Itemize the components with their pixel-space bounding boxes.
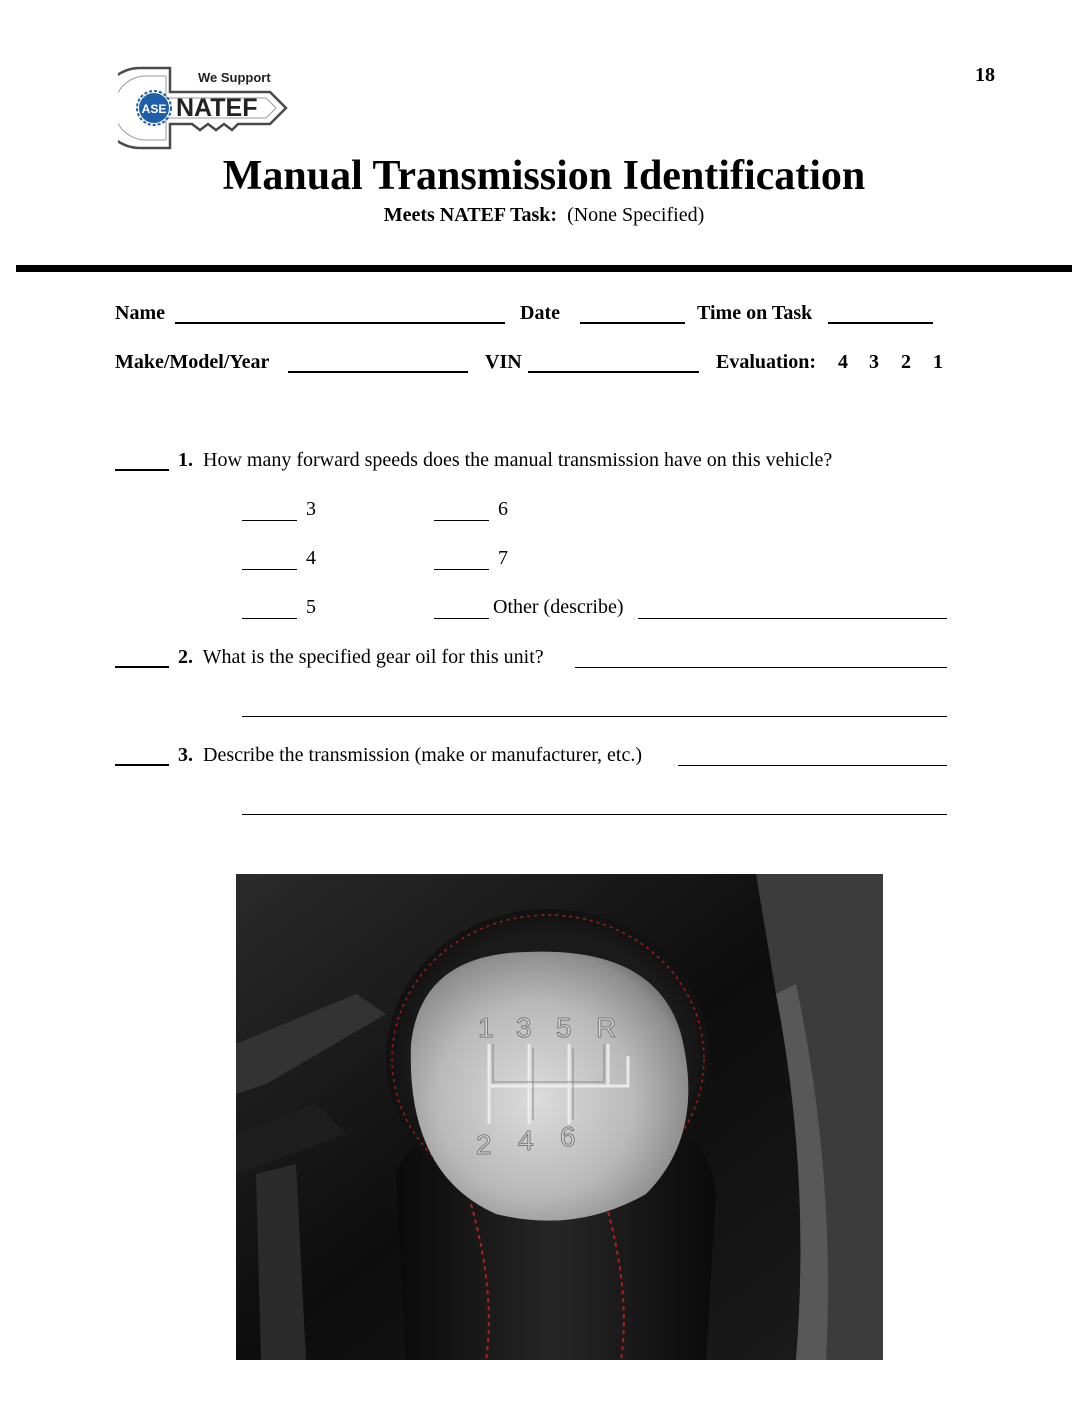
evaluation-label: Evaluation: [716, 351, 817, 373]
option-3-blank[interactable] [242, 520, 297, 521]
knob-label-2: 2 [476, 1129, 492, 1160]
page-title: Manual Transmission Identification [222, 153, 866, 199]
option-4-label: 4 [306, 547, 316, 569]
name-field[interactable] [175, 322, 505, 324]
gear-knob-illustration [236, 874, 883, 1360]
question-2-number: 2. [178, 646, 193, 668]
question-1-text: How many forward speeds does the manual transmission have on this vehicle? [203, 449, 833, 471]
q2-answer-field[interactable] [575, 667, 947, 668]
natef-task-value: (None Specified) [567, 204, 705, 226]
option-6-blank[interactable] [434, 520, 489, 521]
gear-shift-knob-photo [236, 874, 883, 1360]
question-3-number: 3. [178, 744, 193, 766]
evaluation-score-2[interactable]: 2 [901, 351, 911, 373]
option-5-blank[interactable] [242, 618, 297, 619]
knob-label-3: 3 [516, 1012, 532, 1043]
ase-badge-text: ASE [141, 102, 167, 116]
q3-answer-field[interactable] [678, 765, 947, 766]
natef-task-line [0, 204, 1088, 227]
make-model-year-label: Make/Model/Year [115, 351, 270, 373]
name-label: Name [115, 302, 165, 324]
option-other-description-field[interactable] [638, 618, 947, 619]
evaluation-score-1[interactable]: 1 [933, 351, 943, 373]
evaluation-score-4[interactable]: 4 [838, 351, 848, 373]
option-5-label: 5 [306, 596, 316, 618]
vin-field[interactable] [528, 371, 699, 373]
evaluation-score-3[interactable]: 3 [869, 351, 879, 373]
option-other-blank[interactable] [434, 618, 489, 619]
question-2 [178, 646, 544, 669]
option-7-blank[interactable] [434, 569, 489, 570]
q1-score-blank[interactable] [115, 469, 169, 471]
time-on-task-field[interactable] [828, 322, 933, 324]
question-1 [178, 449, 832, 472]
q2-score-blank[interactable] [115, 666, 169, 668]
knob-label-4: 4 [518, 1125, 534, 1156]
date-field[interactable] [580, 322, 685, 324]
question-1-number: 1. [178, 449, 193, 471]
knob-label-r: R [596, 1012, 617, 1043]
make-model-year-field[interactable] [288, 371, 468, 373]
logo-brand: NATEF [176, 94, 258, 122]
question-2-text: What is the specified gear oil for this unit? [202, 646, 544, 668]
option-other-label: Other (describe) [493, 596, 624, 618]
knob-label-5: 5 [556, 1012, 572, 1043]
header-divider [16, 265, 1072, 272]
question-3 [178, 744, 642, 767]
vin-label: VIN [485, 351, 522, 373]
logo-tagline: We Support [198, 70, 271, 85]
knob-label-1: 1 [478, 1012, 494, 1043]
time-on-task-label: Time on Task [697, 302, 813, 324]
q3-answer-field-continued[interactable] [242, 814, 947, 815]
option-6-label: 6 [498, 498, 508, 520]
option-7-label: 7 [498, 547, 508, 569]
option-3-label: 3 [306, 498, 316, 520]
option-4-blank[interactable] [242, 569, 297, 570]
question-3-text: Describe the transmission (make or manufacturer, etc.) [203, 744, 643, 766]
natef-logo [118, 62, 290, 154]
knob-label-6: 6 [560, 1121, 576, 1152]
date-label: Date [520, 302, 560, 324]
page-number: 18 [975, 64, 995, 86]
q2-answer-field-continued[interactable] [242, 716, 947, 717]
q3-score-blank[interactable] [115, 764, 169, 766]
natef-task-label: Meets NATEF Task: [383, 204, 558, 226]
